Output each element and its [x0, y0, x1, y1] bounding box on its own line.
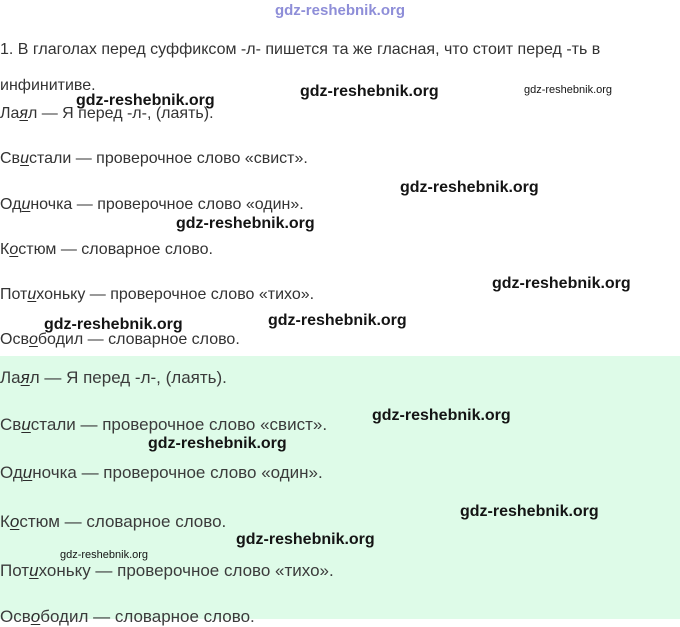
highlighted-answer-panel — [0, 356, 680, 626]
watermark: gdz-reshebnik.org — [524, 84, 613, 96]
list-item: Потихоньку — проверочное слово «тихо». — [0, 561, 334, 580]
list-item: Свистали — проверочное слово «свист». — [0, 150, 308, 167]
highlighted-letter: и — [29, 561, 39, 580]
watermark: gdz-reshebnik.org — [492, 275, 631, 292]
highlighted-letter: я — [20, 368, 30, 387]
watermark: gdz-reshebnik.org — [372, 407, 511, 424]
watermark: gdz-reshebnik.org — [60, 549, 149, 561]
list-item: Костюм — словарное слово. — [0, 512, 227, 531]
header-watermark: gdz-reshebnik.org — [274, 2, 405, 19]
watermark: gdz-reshebnik.org — [176, 215, 315, 232]
watermark: gdz-reshebnik.org — [268, 312, 407, 329]
list-item: Лаял — Я перед -л-, (лаять). — [0, 105, 214, 122]
watermark: gdz-reshebnik.org — [460, 503, 599, 520]
watermark: gdz-reshebnik.org — [236, 531, 375, 548]
highlighted-letter: я — [19, 105, 28, 122]
watermark: gdz-reshebnik.org — [148, 435, 287, 452]
list-item: Свистали — проверочное слово «свист». — [0, 415, 328, 434]
highlighted-letter: и — [27, 286, 37, 303]
list-item: Освободил — словарное слово. — [0, 607, 255, 626]
watermark: gdz-reshebnik.org — [76, 92, 215, 109]
intro-text: 1. В глаголах перед суффиксом -л- пишется та же гласная, что стоит перед -ть в инфинитиве. — [0, 41, 601, 94]
watermark: gdz-reshebnik.org — [300, 83, 439, 100]
highlighted-letter: о — [30, 607, 41, 626]
watermark: gdz-reshebnik.org — [44, 316, 183, 333]
list-item: Освободил — словарное слово. — [0, 331, 240, 348]
list-item: Одиночка — проверочное слово «один». — [0, 196, 304, 213]
highlighted-letter: и — [21, 196, 31, 213]
watermark: gdz-reshebnik.org — [400, 179, 539, 196]
list-item: Одиночка — проверочное слово «один». — [0, 463, 323, 482]
list-item: Потихоньку — проверочное слово «тихо». — [0, 286, 315, 303]
highlighted-letter: и — [21, 415, 31, 434]
highlighted-letter: о — [9, 512, 20, 531]
highlighted-letter: о — [28, 331, 38, 348]
highlighted-letter: о — [9, 241, 19, 258]
list-item: Лаял — Я перед -л-, (лаять). — [0, 368, 227, 387]
list-item: Костюм — словарное слово. — [0, 241, 213, 258]
highlighted-letter: и — [20, 150, 29, 167]
highlighted-letter: и — [22, 463, 33, 482]
